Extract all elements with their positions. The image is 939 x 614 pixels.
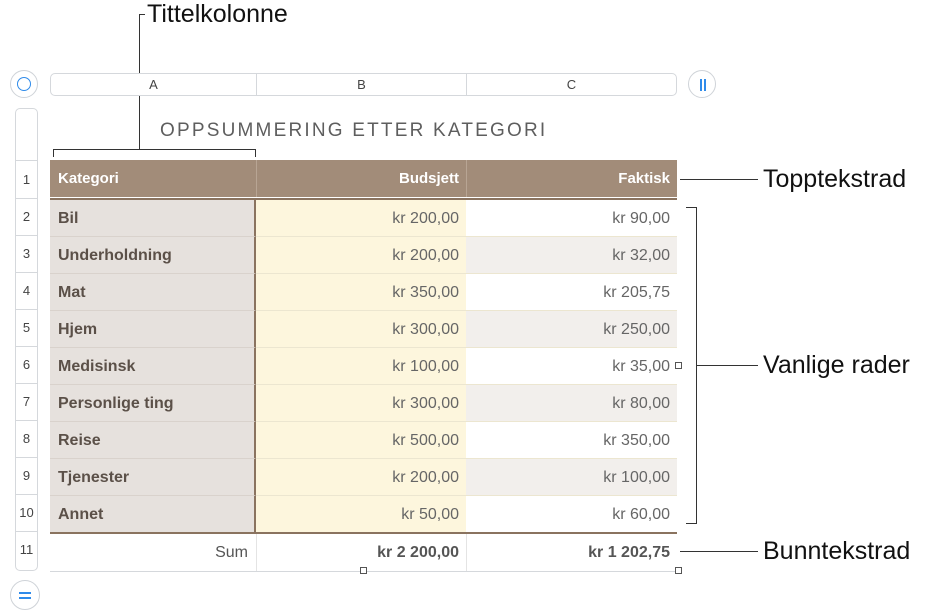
category-cell[interactable]: Hjem	[50, 311, 256, 348]
category-cell[interactable]: Personlige ting	[50, 385, 256, 422]
row-separator	[16, 494, 37, 495]
budget-cell[interactable]: kr 500,00	[256, 422, 466, 459]
body-rows-callout: Vanlige rader	[763, 351, 910, 379]
row-header-6[interactable]: 6	[22, 357, 31, 372]
table-row	[50, 200, 677, 237]
resize-handle-right[interactable]	[675, 362, 682, 369]
footer-cell-label[interactable]: Sum	[50, 534, 256, 571]
table-row	[50, 496, 677, 533]
equals-icon-bar-top	[19, 592, 31, 594]
row-header-10[interactable]: 10	[19, 505, 34, 520]
category-cell[interactable]: Underholdning	[50, 237, 256, 274]
actual-cell[interactable]: kr 250,00	[466, 311, 677, 348]
footer-row-callout-line	[680, 551, 758, 552]
footer-row	[50, 534, 677, 571]
actual-cell[interactable]: kr 80,00	[466, 385, 677, 422]
header-cell-actual[interactable]: Faktisk	[466, 160, 677, 197]
body-rows-bracket-top	[686, 207, 697, 208]
row-header-4[interactable]: 4	[22, 283, 31, 298]
actual-cell[interactable]: kr 60,00	[466, 496, 677, 533]
header-row-callout-line	[680, 179, 758, 180]
title-column-bracket-right	[255, 149, 256, 157]
row-header-bar	[15, 108, 38, 571]
footer-cell-actual[interactable]: kr 1 202,75	[466, 534, 677, 571]
row-header-9[interactable]: 9	[22, 468, 31, 483]
row-separator	[16, 346, 37, 347]
table-title[interactable]: OPPSUMMERING ETTER KATEGORI	[160, 120, 548, 141]
category-cell[interactable]: Medisinsk	[50, 348, 256, 385]
row-separator	[16, 160, 37, 161]
table-row	[50, 422, 677, 459]
row-separator	[16, 235, 37, 236]
footer-row-callout: Bunntekstrad	[763, 537, 911, 565]
row-separator	[16, 457, 37, 458]
row-separator	[16, 383, 37, 384]
budget-cell[interactable]: kr 50,00	[256, 496, 466, 533]
category-cell[interactable]: Reise	[50, 422, 256, 459]
column-header-b[interactable]: B	[257, 74, 467, 95]
resize-handle-corner[interactable]	[675, 567, 682, 574]
equals-icon-bar-bottom	[19, 597, 31, 599]
resize-handle-bottom[interactable]	[360, 567, 367, 574]
actual-cell[interactable]: kr 90,00	[466, 200, 677, 237]
table-row	[50, 385, 677, 422]
row-separator	[16, 272, 37, 273]
row-header-1[interactable]: 1	[22, 172, 31, 187]
row-header-3[interactable]: 3	[22, 246, 31, 261]
header-divider	[50, 198, 677, 200]
actual-cell[interactable]: kr 100,00	[466, 459, 677, 496]
budget-cell[interactable]: kr 350,00	[256, 274, 466, 311]
row-header-2[interactable]: 2	[22, 209, 31, 224]
row-separator	[16, 531, 37, 532]
table-row	[50, 459, 677, 496]
row-header-5[interactable]: 5	[22, 320, 31, 335]
pause-icon-bar-right	[704, 79, 706, 91]
budget-cell[interactable]: kr 200,00	[256, 237, 466, 274]
category-cell[interactable]: Mat	[50, 274, 256, 311]
footer-col-divider	[256, 534, 257, 571]
body-rows-bracket	[696, 207, 697, 524]
header-cell-category[interactable]: Kategori	[58, 170, 119, 187]
footer-col-divider	[466, 534, 467, 571]
add-row-handle[interactable]	[10, 580, 40, 610]
table-row	[50, 311, 677, 348]
header-row-callout: Topptekstrad	[763, 165, 907, 193]
row-header-11[interactable]: 11	[19, 542, 34, 557]
actual-cell[interactable]: kr 32,00	[466, 237, 677, 274]
budget-cell[interactable]: kr 100,00	[256, 348, 466, 385]
circle-icon	[17, 77, 31, 91]
table-row	[50, 348, 677, 385]
row-separator	[16, 309, 37, 310]
header-cell-budget[interactable]: Budsjett	[256, 160, 466, 197]
budget-cell[interactable]: kr 300,00	[256, 311, 466, 348]
row-separator	[16, 420, 37, 421]
title-column-bracket	[53, 149, 256, 150]
actual-cell[interactable]: kr 350,00	[466, 422, 677, 459]
budget-cell[interactable]: kr 300,00	[256, 385, 466, 422]
select-table-button[interactable]	[10, 70, 38, 98]
row-header-8[interactable]: 8	[22, 431, 31, 446]
budget-cell[interactable]: kr 200,00	[256, 459, 466, 496]
title-column-callout-tick	[139, 14, 145, 15]
column-header-c[interactable]: C	[566, 77, 577, 92]
column-header-a[interactable]: A	[51, 74, 257, 95]
body-rows-callout-line	[697, 365, 758, 366]
category-cell[interactable]: Bil	[50, 200, 256, 237]
actual-cell[interactable]: kr 205,75	[466, 274, 677, 311]
body-rows-bracket-bottom	[686, 523, 697, 524]
category-cell[interactable]: Tjenester	[50, 459, 256, 496]
row-header-7[interactable]: 7	[22, 394, 31, 409]
pause-icon-bar-left	[700, 79, 702, 91]
footer-cell-budget[interactable]: kr 2 200,00	[256, 534, 466, 571]
budget-cell[interactable]: kr 200,00	[256, 200, 466, 237]
category-cell[interactable]: Annet	[50, 496, 256, 533]
title-column-callout: Tittelkolonne	[147, 0, 288, 28]
row-separator	[16, 198, 37, 199]
add-column-handle[interactable]	[688, 70, 716, 98]
column-header-bar	[50, 73, 677, 96]
header-row	[50, 160, 677, 197]
table-row	[50, 274, 677, 311]
actual-cell[interactable]: kr 35,00	[466, 348, 677, 385]
title-column-bracket-left	[53, 149, 54, 157]
table-row	[50, 237, 677, 274]
